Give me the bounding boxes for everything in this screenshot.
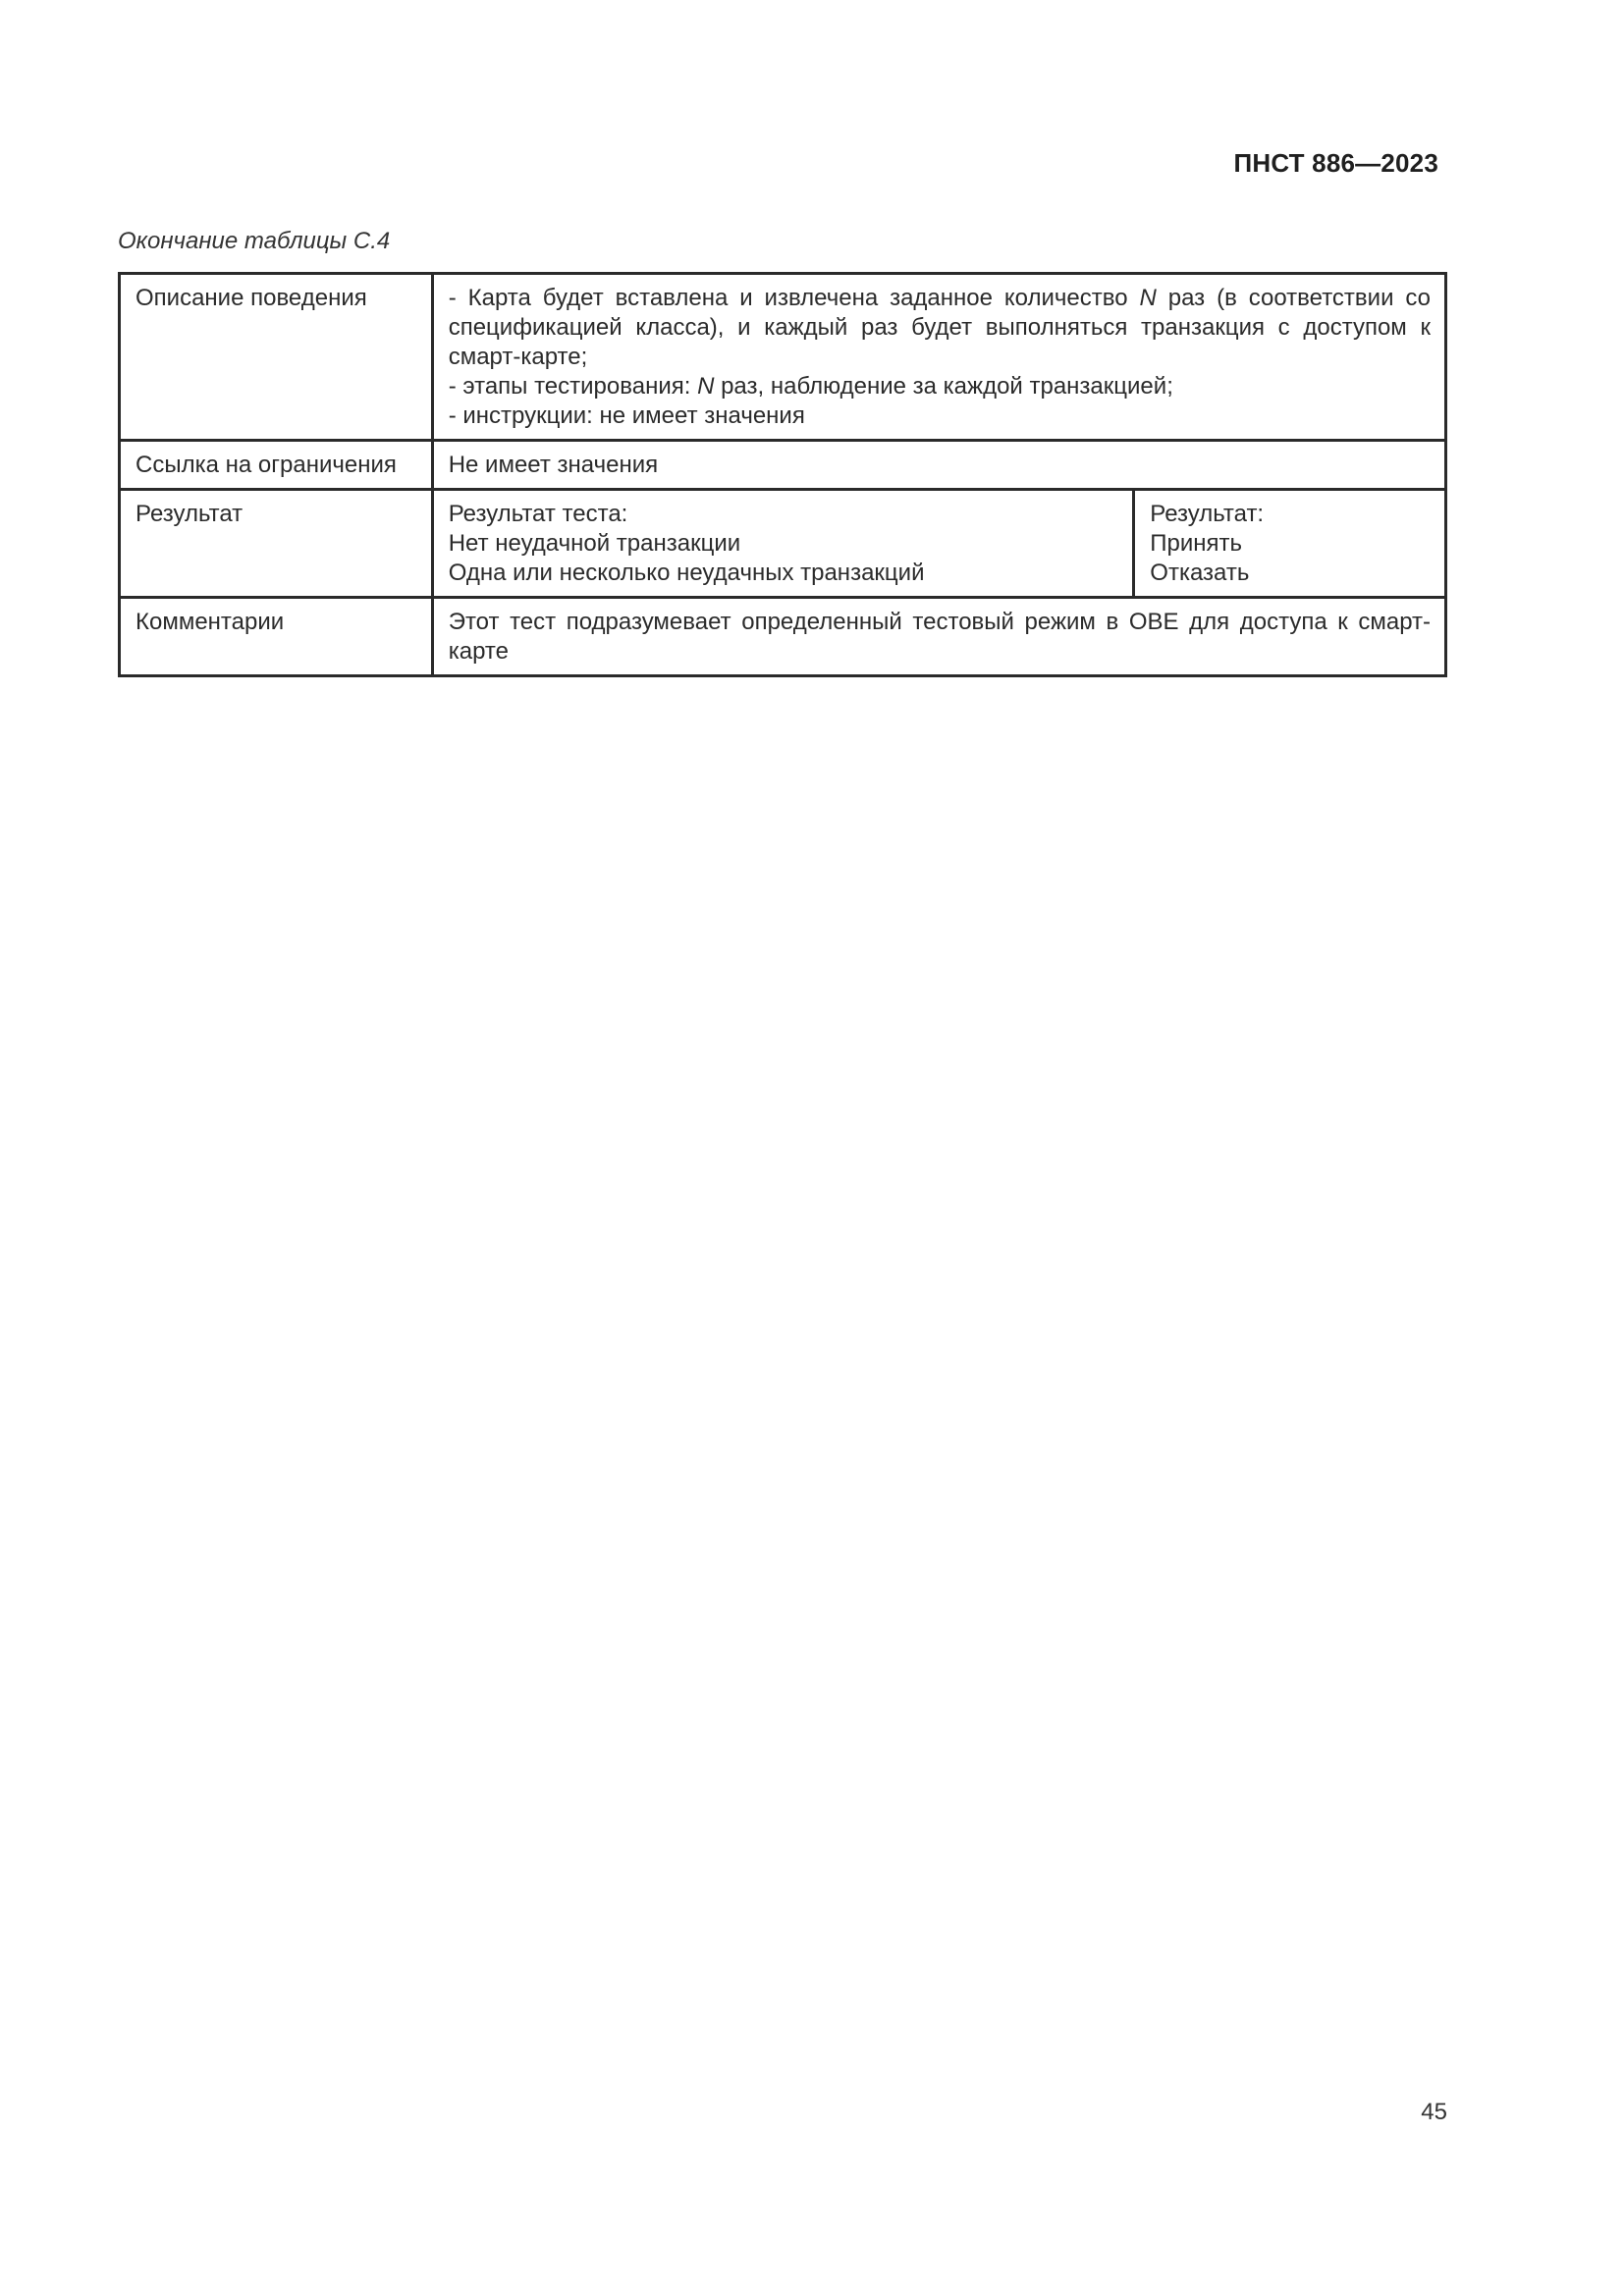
comments-value: Этот тест подразумевает определенный тестовый режим в OBE для доступа к смарт-карте (432, 598, 1445, 676)
limitation-value: Не имеет значения (432, 441, 1445, 490)
outcome-line: Отказать (1150, 560, 1250, 586)
table-row-comments (120, 598, 1446, 676)
document-code: ПНСТ 886—2023 (1233, 148, 1438, 178)
outcome-line: Принять (1150, 530, 1243, 557)
limitation-label: Ссылка на ограничения (120, 441, 433, 490)
table-row-limitation (120, 441, 1446, 490)
test-result-cell (432, 490, 1134, 598)
behavior-item: - инструкции: не имеет значения (448, 402, 805, 429)
behavior-item-text: инструкции: не имеет значения (462, 402, 805, 429)
behavior-item-text: Карта будет вставлена и извлечена заданное количество (467, 285, 1140, 311)
outcome-line: Результат: (1150, 501, 1265, 527)
behavior-item-text: раз, наблюдение за каждой транзакцией; (714, 373, 1173, 400)
behavior-item-text: этапы тестирования: (462, 373, 698, 400)
test-result-line: Нет неудачной транзакции (448, 530, 741, 557)
test-spec-table (118, 272, 1447, 677)
table-row-behavior (120, 274, 1446, 441)
table-row-result (120, 490, 1446, 598)
test-result-line: Одна или несколько неудачных транзакций (448, 560, 925, 586)
behavior-label: Описание поведения (120, 274, 433, 441)
test-result-line: Результат теста: (448, 501, 628, 527)
behavior-item: - Карта будет вставлена и извлечена заданное количество N раз (в соответствии со спецификацией класса), и каждый раз будет выполняться транзакция с доступом к смарт-карте; (448, 285, 1431, 370)
behavior-description (432, 274, 1445, 441)
page-number: 45 (1421, 2099, 1447, 2125)
table-caption: Окончание таблицы С.4 (118, 228, 391, 254)
variable-n: N (697, 373, 715, 400)
variable-n: N (1139, 285, 1157, 311)
behavior-item-text: раз (в соответствии со спецификацией класса), и каждый раз будет выполняться транзакция с доступом к смарт-карте; (448, 285, 1431, 370)
behavior-item: - этапы тестирования: N раз, наблюдение за каждой транзакцией; (448, 373, 1173, 400)
result-label: Результат (120, 490, 433, 598)
comments-label: Комментарии (120, 598, 433, 676)
outcome-cell (1134, 490, 1446, 598)
